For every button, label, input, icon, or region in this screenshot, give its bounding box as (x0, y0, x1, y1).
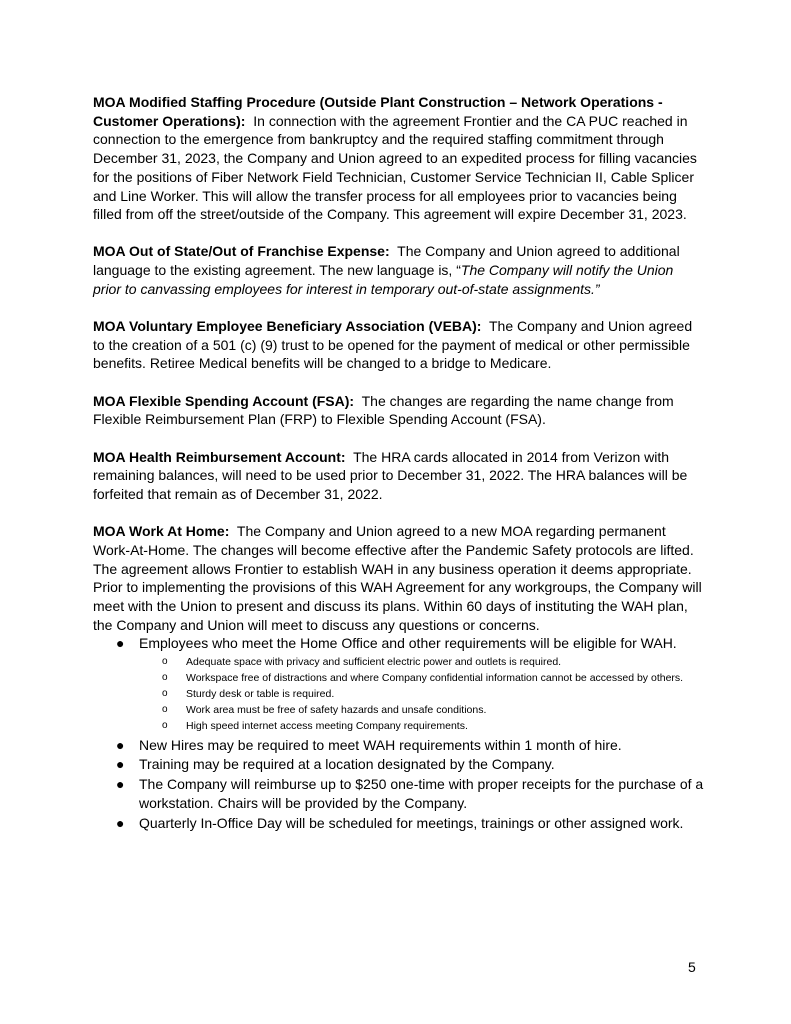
section-text: The Company and Union agreed to additional language to the existing agreement. The new language is, “ (93, 243, 680, 279)
section-text: In connection with the agreement Frontier and the CA PUC reached in connection to the emergence from bankruptcy and the required staffing commitment through December 31, 2023, the Company and Union agreed to an expedited process for filling vacancies for the positions of Fiber Network Field Technician, Customer Service Technician II, Cable Splicer and Line Worker. This will allow the transfer process for all employees prior to vacancies being filled from off the street/outside of the Company. This agreement will expire December 31, 2023. (93, 112, 697, 223)
section-out-of-state (93, 242, 705, 298)
bullet-icon: ● (116, 736, 125, 753)
list-item (93, 634, 705, 734)
section-hra (93, 448, 705, 504)
section-heading: MOA Flexible Spending Account (FSA): (93, 392, 355, 409)
circle-bullet-icon: o (162, 719, 168, 731)
section-heading: MOA Modified Staffing Procedure (Outside Plant Construction – Network Operations - Customer Operations): (93, 94, 663, 129)
list-item (93, 814, 705, 834)
sub-list-item (93, 718, 705, 734)
section-work-at-home (93, 522, 705, 634)
sub-list-item-text: High speed internet access meeting Company requirements. (186, 719, 468, 732)
circle-bullet-icon: o (162, 703, 168, 715)
sub-list-item-text: Work area must be free of safety hazards and unsafe conditions. (186, 703, 487, 716)
list-item-text: New Hires may be required to meet WAH requirements within 1 month of hire. (139, 736, 622, 753)
sub-list-item-text: Workspace free of distractions and where Company confidential information cannot be accessed by others. (186, 671, 684, 684)
section-text: The HRA cards allocated in 2014 from Verizon with remaining balances, will need to be used prior to December 31, 2022. The HRA balances will be forfeited that remain as of December 31, 2022. (93, 448, 688, 502)
bullet-icon: ● (116, 756, 125, 773)
section-veba (93, 317, 705, 373)
sub-list-item (93, 702, 705, 718)
bullet-icon: ● (116, 775, 125, 792)
bullet-icon: ● (116, 635, 125, 652)
document-page (93, 93, 705, 833)
section-heading: MOA Work At Home: (93, 523, 230, 540)
sub-list-item-text: Sturdy desk or table is required. (186, 687, 335, 700)
wah-sub-list (139, 654, 705, 734)
section-text: The changes are regarding the name change from Flexible Reimbursement Plan (FRP) to Flexible Spending Account (FSA). (93, 392, 674, 428)
bullet-icon: ● (116, 814, 125, 831)
section-heading: MOA Health Reimbursement Account: (93, 448, 346, 465)
list-item (93, 736, 705, 756)
list-item-text: Quarterly In-Office Day will be scheduled for meetings, trainings or other assigned work. (139, 814, 684, 831)
section-fsa (93, 392, 705, 429)
wah-bullet-list (93, 634, 705, 833)
circle-bullet-icon: o (162, 687, 168, 699)
list-item-text: The Company will reimburse up to $250 one-time with proper receipts for the purchase of a workstation. Chairs will be provided by the Company. (139, 775, 704, 812)
circle-bullet-icon: o (162, 655, 168, 667)
sub-list-item (93, 670, 705, 686)
list-item-text: Training may be required at a location designated by the Company. (139, 756, 555, 773)
sub-list-item-text: Adequate space with privacy and sufficient electric power and outlets is required. (186, 655, 562, 668)
section-heading: MOA Voluntary Employee Beneficiary Association (VEBA): (93, 318, 482, 335)
section-quote: The Company will notify the Union prior to canvassing employees for interest in temporary out-of-state assignments.” (93, 262, 674, 297)
sub-list-item (93, 686, 705, 702)
section-heading: MOA Out of State/Out of Franchise Expense: (93, 243, 390, 260)
sub-list-item (93, 654, 705, 670)
section-text: The Company and Union agreed to a new MOA regarding permanent Work-At-Home. The changes will become effective after the Pandemic Safety protocols are lifted. The agreement allows Frontier to establish WAH in any business operation it deems appropriate. Prior to implementing the provisions of this WAH Agreement for any workgroups, the Company will meet with the Union to present and discuss its plans. Within 60 days of instituting the WAH plan, the Company and Union will meet to discuss any questions or concerns. (93, 523, 702, 633)
list-item-text: Employees who meet the Home Office and other requirements will be eligible for WAH. (139, 635, 677, 652)
section-modified-staffing (93, 93, 705, 224)
list-item (93, 755, 705, 775)
page-number: 5 (688, 959, 696, 975)
list-item (93, 775, 705, 814)
section-text: The Company and Union agreed to the creation of a 501 (c) (9) trust to be opened for the payment of medical or other permissible benefits. Retiree Medical benefits will be changed to a bridge to Medicare. (93, 318, 693, 372)
circle-bullet-icon: o (162, 671, 168, 683)
